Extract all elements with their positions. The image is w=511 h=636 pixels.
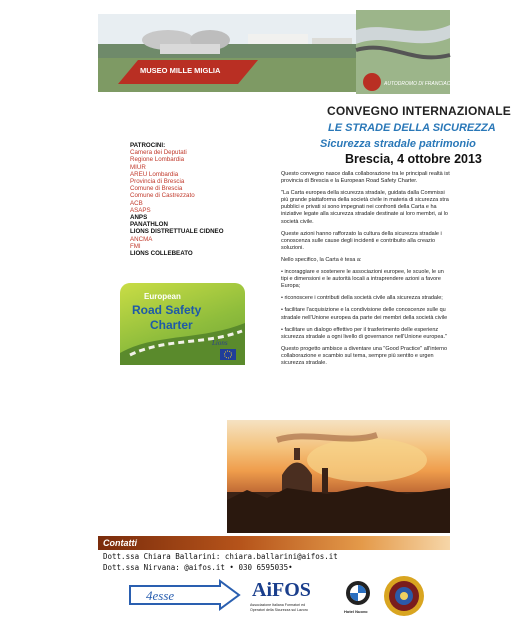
patron-item: AREU Lombardia bbox=[130, 170, 179, 178]
4esse-arrow-icon bbox=[128, 580, 241, 610]
4esse-logo bbox=[128, 580, 241, 610]
text-line: • facilitare l'acquisizione e la condivisione delle conoscenze sulle qu bbox=[281, 307, 446, 314]
text-line: Queste azioni hanno rafforzato la cultura della sicurezza stradale i bbox=[281, 230, 442, 237]
patrocini-title: PATROCINI: bbox=[130, 142, 166, 149]
bullet-encourage bbox=[281, 269, 450, 290]
text-line: Nello specifico, la Carta è tesa a: bbox=[281, 256, 362, 263]
text-line: conoscenza sulle cause degli incidenti e contribuito alla creazio bbox=[281, 237, 436, 244]
patron-item: Regione Lombardia bbox=[130, 156, 185, 164]
paragraph-good-practice bbox=[281, 346, 450, 367]
text-line: sicurezza stradale a ogni livello di governance nell'Unione europea." bbox=[281, 333, 447, 340]
charter-lions-badge: Lions bbox=[212, 339, 228, 347]
conference-date: Brescia, 4 ottobre 2013 bbox=[345, 152, 482, 166]
text-line: soluzioni. bbox=[281, 244, 304, 251]
text-line: iniziative legate alla sicurezza stradale destinate ai loro membri, ai lo bbox=[281, 211, 448, 218]
text-line: stradale nell'Unione europea da parte dei membri della società civile bbox=[281, 314, 448, 321]
lions-emblem-logo bbox=[382, 574, 426, 618]
paragraph-specific bbox=[281, 257, 450, 264]
conference-subtitle-1: LE STRADE DELLA SICUREZZA bbox=[328, 122, 496, 134]
patron-item: ASAPS bbox=[130, 206, 151, 214]
patron-item: ACB bbox=[130, 199, 143, 207]
aifos-logo bbox=[248, 576, 328, 616]
track-scene bbox=[356, 10, 464, 94]
bullet-recognize bbox=[281, 295, 450, 302]
patrocini-list bbox=[130, 142, 280, 257]
text-line: più grande piattaforma della società civile in materia di sicurezza stra bbox=[281, 197, 449, 204]
text-line: collaborazione e scambio sul tema, sempre più sentito e urgen bbox=[281, 352, 434, 359]
bullet-facilitate-dialogue bbox=[281, 327, 450, 341]
bullet-facilitate-knowledge bbox=[281, 307, 450, 321]
text-line: "La Carta europea della sicurezza stradale, guidata dalla Commissi bbox=[281, 190, 445, 197]
patron-item: Comune di Brescia bbox=[130, 185, 183, 193]
conference-title: CONVEGNO INTERNAZIONALE bbox=[327, 104, 511, 118]
charter-line-1: European bbox=[144, 292, 181, 301]
contacts-header-bar bbox=[98, 536, 450, 550]
text-line: sicurezza stradale. bbox=[281, 359, 327, 366]
patron-item: Camera dei Deputati bbox=[130, 149, 187, 157]
patron-item: LIONS COLLEBEATO bbox=[130, 250, 193, 258]
charter-line-2: Road Safety bbox=[132, 303, 202, 317]
text-line: pubblici e privati si sono impegnati nei confronti della Carta e ha bbox=[281, 204, 437, 211]
bmw-caption: Hotel Nuovo bbox=[344, 609, 368, 614]
museum-sign-text: MUSEO MILLE MIGLIA bbox=[140, 66, 221, 75]
patron-item: PANATHLON bbox=[130, 221, 168, 229]
patron-item: ANCMA bbox=[130, 235, 153, 243]
patron-item: LIONS DISTRETTUALE CIDNEO bbox=[130, 228, 224, 236]
bmw-logo bbox=[343, 580, 373, 616]
road-safety-charter-logo bbox=[120, 283, 245, 365]
patron-item: MIUR bbox=[130, 163, 146, 171]
contact-line-nirvana: Dott.ssa Nirvana: @aifos.it • 030 6595035• bbox=[103, 563, 293, 572]
contact-line-ballarini: Dott.ssa Chiara Ballarini: chiara.ballarini@aifos.it bbox=[103, 552, 338, 561]
text-line: tipi e dimensioni e le autorità locali a intraprendere azioni a favore bbox=[281, 276, 441, 283]
text-line: • riconoscere i contributi della società civile alla sicurezza stradale; bbox=[281, 295, 443, 302]
text-line: Questo progetto ambisce a diventare una "Good Practice" all'interno bbox=[281, 345, 448, 352]
body-text bbox=[281, 171, 450, 372]
text-line: Questo convegno nasce dalla collaborazione tra le principali realtà ist bbox=[281, 171, 450, 177]
lions-emblem-icon bbox=[382, 574, 426, 618]
charter-line-3: Charter bbox=[150, 318, 193, 332]
museo-mille-miglia-photo bbox=[98, 14, 356, 92]
paragraph-charter-quote bbox=[281, 190, 450, 225]
text-line: • facilitare un dialogo effettivo per il trasferimento delle esperienz bbox=[281, 326, 439, 333]
patron-item: FMI bbox=[130, 242, 141, 250]
charter-logo-art bbox=[120, 283, 245, 365]
patron-item: Provincia di Brescia bbox=[130, 178, 185, 186]
brescia-sunset-photo bbox=[227, 420, 450, 533]
text-line: società civile. bbox=[281, 218, 314, 225]
contacts-label: Contatti bbox=[103, 538, 137, 548]
sunset-scene bbox=[227, 420, 450, 533]
aifos-logo-sub-2: Operatori della Sicurezza sul Lavoro bbox=[250, 608, 308, 612]
text-line: Europa; bbox=[281, 283, 301, 290]
track-sign-text: AUTODROMO DI FRANCIACORTA bbox=[384, 81, 464, 87]
conference-subtitle-2: Sicurezza stradale patrimonio bbox=[320, 138, 476, 150]
text-line: provincia di Brescia e la European Road Safety Charter. bbox=[281, 178, 418, 185]
bmw-roundel-icon bbox=[343, 580, 373, 616]
text-line: • incoraggiare e sostenere le associazioni europee, le scuole, le un bbox=[281, 269, 444, 276]
aifos-logo-name: AiFOS bbox=[252, 579, 311, 601]
autodromo-photo bbox=[356, 10, 464, 94]
4esse-logo-text: 4esse bbox=[146, 588, 175, 603]
patron-item: Comune di Castrezzato bbox=[130, 192, 195, 200]
museum-scene bbox=[98, 14, 356, 92]
aifos-logo-art bbox=[248, 576, 328, 616]
paragraph-actions bbox=[281, 231, 450, 252]
aifos-logo-sub-1: Associazione Italiana Formatori ed bbox=[250, 603, 306, 607]
paragraph-intro bbox=[281, 171, 450, 185]
patron-item: ANPS bbox=[130, 214, 148, 222]
